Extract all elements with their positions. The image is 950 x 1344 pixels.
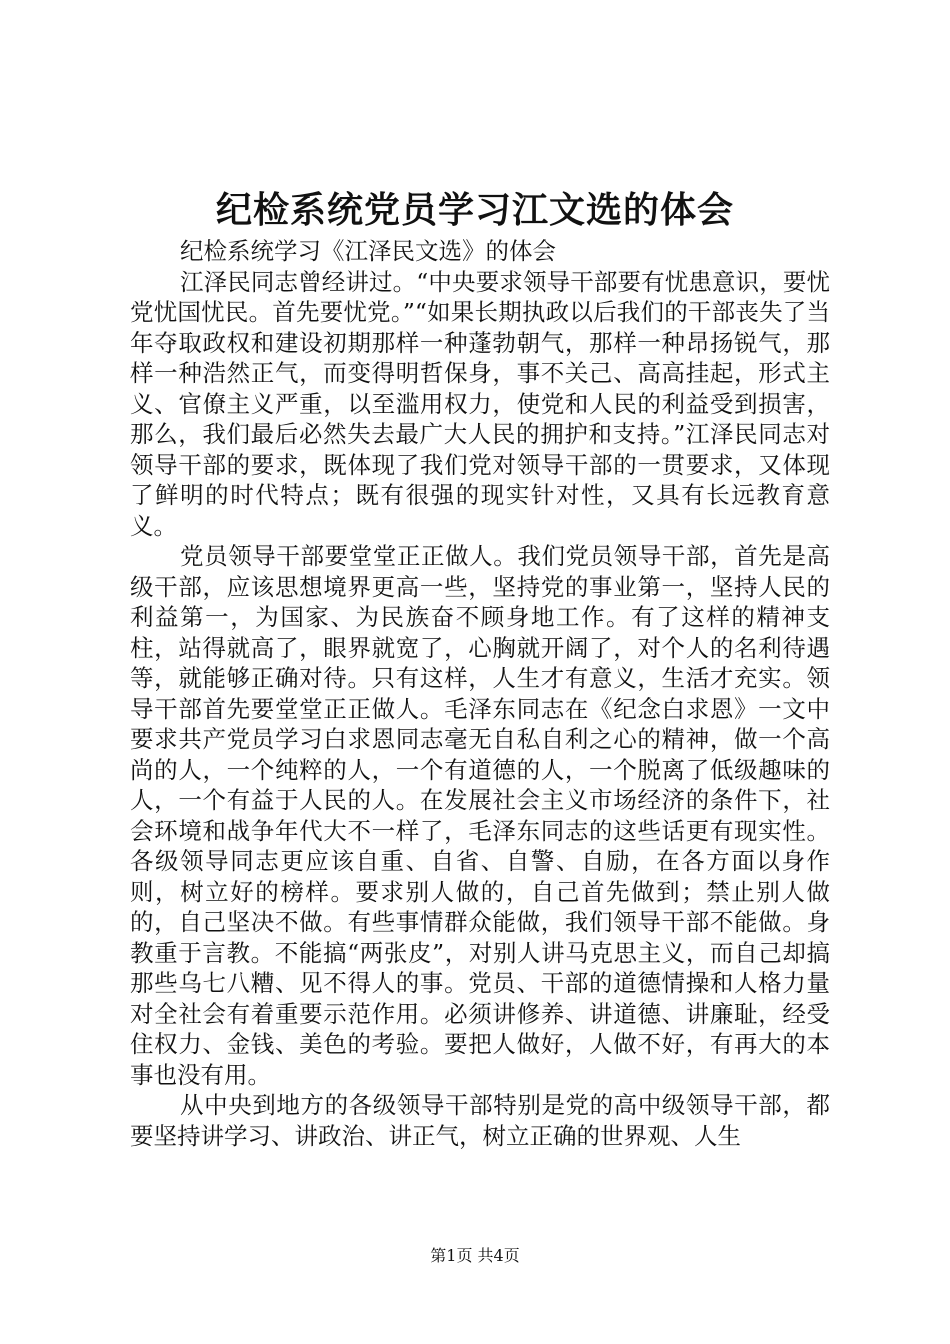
body-paragraph: 从中央到地方的各级领导干部特别是党的高中级领导干部，都要坚持讲学习、讲政治、讲正气，树立正确的世界观、人生 bbox=[130, 1091, 830, 1150]
body-paragraph: 江泽民同志曾经讲过。“中央要求领导干部要有忧患意识，要忧党忧国忧民。首先要忧党。”“如果长期执政以后我们的干部丧失了当年夺取政权和建设初期那样一种蓬勃朝气，那样一种昂扬锐气，那样一种浩然正气，而变得明哲保身，事不关己、高高挂起，形式主义、官僚主义严重，以至滥用权力，使党和人民的利益受到损害，那么，我们最后必然失去最广大人民的拥护和支持。”江泽民同志对领导干部的要求，既体现了我们党对领导干部的一贯要求，又体现了鲜明的时代特点；既有很强的现实针对性，又具有长远教育意义。 bbox=[130, 267, 830, 540]
page-footer: 第1页 共4页 bbox=[430, 1246, 520, 1265]
body-paragraph: 党员领导干部要堂堂正正做人。我们党员领导干部，首先是高级干部，应该思想境界更高一些，坚持党的事业第一，坚持人民的利益第一，为国家、为民族奋不顾身地工作。有了这样的精神支柱，站得就高了，眼界就宽了，心胸就开阔了，对个人的名利待遇等，就能够正确对待。只有这样，人生才有意义，生活才充实。领导干部首先要堂堂正正做人。毛泽东同志在《纪念白求恩》一文中要求共产党员学习白求恩同志毫无自私自利之心的精神，做一个高尚的人，一个纯粹的人，一个有道德的人，一个脱离了低级趣味的人，一个有益于人民的人。在发展社会主义市场经济的条件下，社会环境和战争年代大不一样了，毛泽东同志的这些话更有现实性。各级领导同志更应该自重、自省、自警、自励，在各方面以身作则，树立好的榜样。要求别人做的，自己首先做到；禁止别人做的，自己坚决不做。有些事情群众能做，我们领导干部不能做。身教重于言教。不能搞“两张皮”，对别人讲马克思主义，而自己却搞那些乌七八糟、见不得人的事。党员、干部的道德情操和人格力量对全社会有着重要示范作用。必须讲修养、讲道德、讲廉耻，经受住权力、金钱、美色的考验。要把人做好，人做不好，有再大的本事也没有用。 bbox=[130, 542, 830, 1089]
document-title: 纪检系统党员学习江文选的体会 bbox=[215, 189, 734, 231]
subtitle-paragraph: 纪检系统学习《江泽民文选》的体会 bbox=[180, 237, 556, 265]
document-body bbox=[130, 236, 830, 1151]
